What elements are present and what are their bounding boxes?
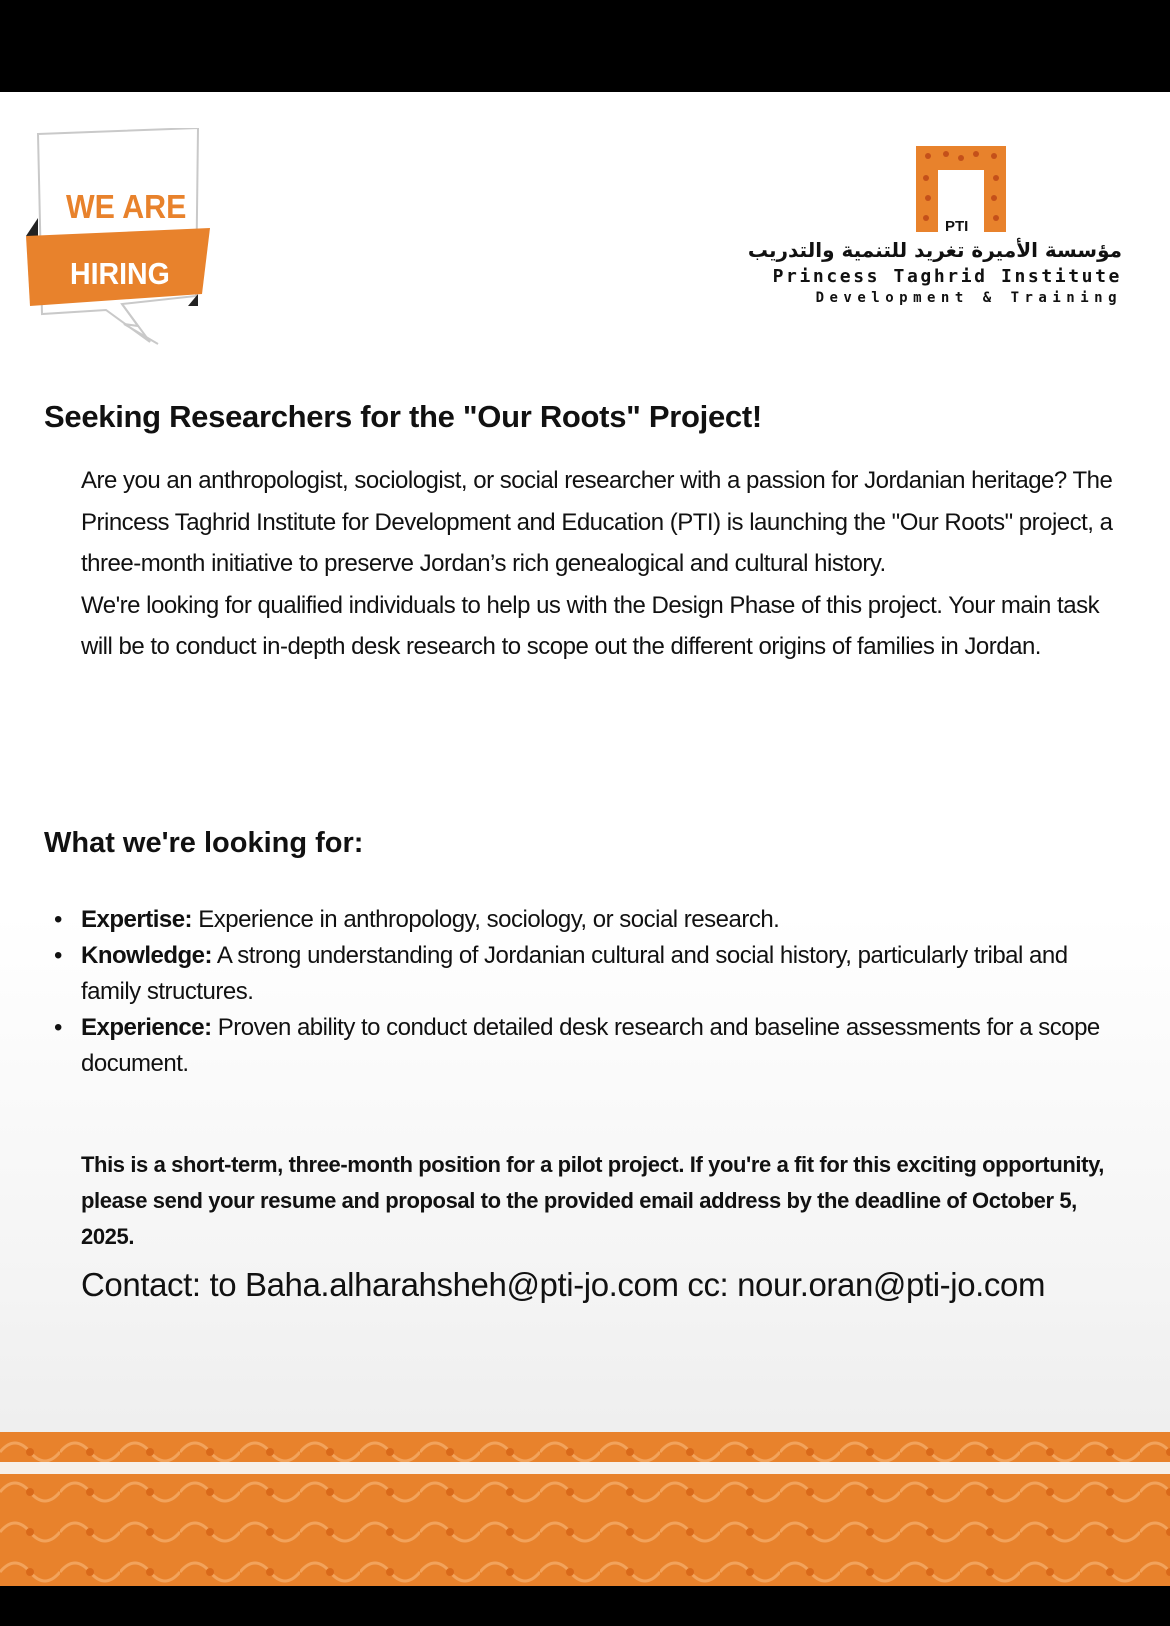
intro-paragraph-1: Are you an anthropologist, sociologist, or social researcher with a passion for Jordanian heritage? The Princess Taghrid Institute for Development and Education (PTI) is launching the "Our Roots" project, a three-month initiative to preserve Jordan’s rich genealogical and cultural history.: [81, 467, 1113, 577]
contact-line: Contact: to Baha.alharahsheh@pti-jo.com cc: nour.oran@pti-jo.com: [81, 1266, 1046, 1303]
we-are-hiring-badge: [26, 128, 226, 358]
pti-logo: [747, 146, 1130, 306]
hiring-text: HIRING: [70, 256, 170, 291]
logo-english-subtitle: Development & Training: [815, 290, 1122, 306]
top-black-bar: [0, 0, 1170, 92]
requirement-label: Expertise:: [81, 906, 193, 933]
intro-text: [81, 460, 1117, 668]
closing-note: This is a short-term, three-month position for a pilot project. If you're a fit for this exciting opportunity, please send your resume and proposal to the provided email address by the deadline of October 5, 2025.: [81, 1152, 1104, 1249]
requirement-label: Experience:: [81, 1014, 212, 1041]
bottom-black-bar: [0, 1586, 1170, 1626]
bullet-icon: •: [54, 906, 62, 933]
requirements-heading: What we're looking for:: [44, 827, 364, 859]
logo-english-name: Princess Taghrid Institute: [772, 266, 1122, 287]
list-item: [54, 938, 1122, 1010]
bullet-icon: •: [54, 942, 62, 969]
list-item: [54, 1010, 1122, 1082]
requirement-text: Proven ability to conduct detailed desk research and baseline assessments for a scope document.: [81, 1014, 1100, 1077]
we-are-text: WE ARE: [66, 188, 187, 225]
logo-arabic-name: مؤسسة الأميرة تغريد للتنمية والتدريب: [747, 238, 1122, 262]
headline: Seeking Researchers for the "Our Roots" Project!: [44, 399, 762, 434]
requirement-text: A strong understanding of Jordanian cultural and social history, particularly tribal and family structures.: [81, 942, 1068, 1005]
requirement-text: Experience in anthropology, sociology, or social research.: [192, 906, 780, 933]
pti-mark-text: PTI: [945, 218, 969, 235]
list-item: [54, 902, 1122, 938]
orange-pattern-footer: [0, 1432, 1170, 1586]
requirements-list: [54, 902, 1122, 1082]
bullet-icon: •: [54, 1014, 62, 1041]
intro-paragraph-2: We're looking for qualified individuals to help us with the Design Phase of this project. Your main task will be to conduct in-depth desk research to scope out the different origins of families in Jordan.: [81, 591, 1100, 660]
speech-bubble-icon: [26, 128, 226, 358]
job-flyer: [0, 92, 1170, 1586]
requirement-label: Knowledge:: [81, 942, 212, 969]
